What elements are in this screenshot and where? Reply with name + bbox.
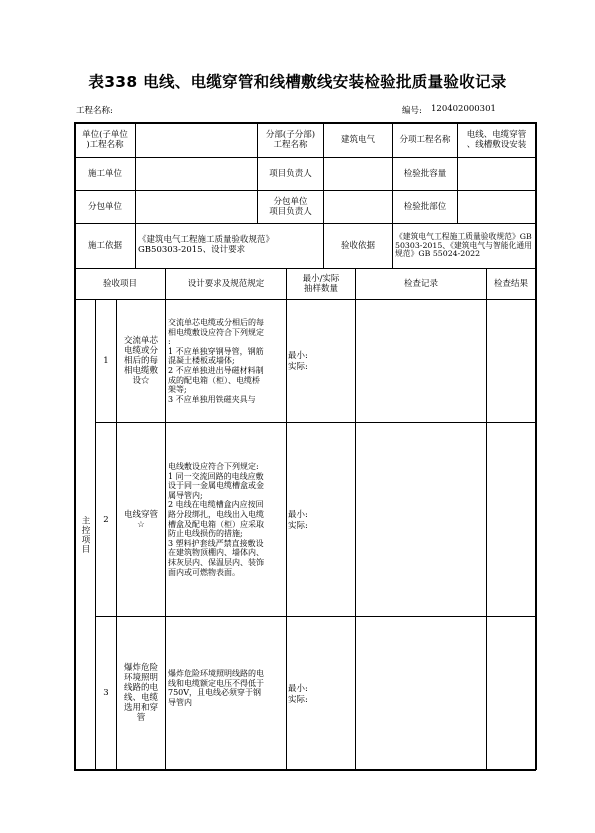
item-2-actual-label: 实际: bbox=[288, 521, 308, 531]
item-1-record[interactable] bbox=[356, 300, 486, 422]
item-1-no: 1 bbox=[103, 356, 109, 366]
item-2-record[interactable] bbox=[356, 423, 486, 616]
col-item-header: 验收项目 bbox=[102, 279, 137, 289]
contractor-value[interactable] bbox=[136, 158, 257, 190]
item-3-name: 爆炸危险 环境照明 线路的电 线、电缆 选用和穿 管 bbox=[123, 663, 158, 723]
main-control-group-label bbox=[75, 300, 95, 769]
batch-location-label: 检验批部位 bbox=[403, 202, 447, 212]
group-label-text: 主控项目 bbox=[80, 515, 90, 554]
item-project-label: 分项工程名称 bbox=[399, 135, 451, 145]
project-name-label: 工程名称: bbox=[76, 106, 113, 116]
batch-location-value[interactable] bbox=[458, 191, 535, 223]
item-1-requirement: 交流单芯电缆或分相后的每 相电缆敷设应符合下列规定 : 1 不应单独穿钢导管，钢筋 混凝土楼板或墙体; 2 不应单独进出导磁材料制 成的配电箱（柜）、电缆桥 架等; 3 不应单独用铁磁夹具与 bbox=[168, 318, 264, 404]
unit-project-value[interactable] bbox=[136, 123, 257, 157]
item-3-min-label: 最小: bbox=[288, 684, 308, 694]
unit-project-label: 单位(子单位 )工程名称 bbox=[82, 130, 128, 150]
project-manager-label: 项目负责人 bbox=[269, 169, 312, 179]
contractor-label: 施工单位 bbox=[87, 169, 122, 179]
batch-capacity-label: 检验批容量 bbox=[403, 169, 447, 179]
item-2-name: 电线穿管 ☆ bbox=[123, 509, 158, 530]
item-3-no: 3 bbox=[103, 688, 109, 698]
acceptance-basis-label: 验收依据 bbox=[340, 241, 375, 251]
item-1-result[interactable] bbox=[487, 300, 535, 422]
item-project-value: 电线、电缆穿管 、线槽敷设安装 bbox=[466, 130, 527, 150]
sub-manager-label: 分包单位 项目负责人 bbox=[269, 197, 312, 217]
col-result-header: 检查结果 bbox=[493, 279, 528, 289]
col-requirement-header: 设计要求及规范规定 bbox=[187, 279, 265, 289]
item-2-no: 2 bbox=[103, 514, 109, 525]
item-1-actual-label: 实际: bbox=[288, 362, 308, 372]
sub-manager-value[interactable] bbox=[324, 191, 392, 223]
project-manager-value[interactable] bbox=[324, 158, 392, 190]
subdivision-value: 建筑电气 bbox=[340, 135, 375, 145]
basis-label: 施工依据 bbox=[87, 241, 122, 251]
item-3-actual-label: 实际: bbox=[288, 695, 308, 705]
item-3-result[interactable] bbox=[487, 617, 535, 769]
item-2-result[interactable] bbox=[487, 423, 535, 616]
item-1-min-label: 最小: bbox=[288, 351, 308, 361]
item-2-requirement: 电线敷设应符合下列规定: 1 同一交流回路的电线应敷 设于同一金属电缆槽盒或金 属导管内; 2 电线在电缆槽盒内应按回 路分段绑扎，电线出入电缆 槽盒及配电箱（柜）应采取 防止电线损伤的措施; 3 塑料护套线严禁直接敷设 在建筑物顶棚内、墙体内、 抹灰层内、保温层内、装饰 面内或可燃物表面。 bbox=[168, 462, 264, 577]
item-3-record[interactable] bbox=[356, 617, 486, 769]
item-1-name: 交流单芯 电缆或分 相后的每 相电缆敷 设☆ bbox=[123, 336, 158, 386]
number-label: 编号: bbox=[402, 106, 422, 116]
page-title: 表338 电线、电缆穿管和线槽敷线安装检验批质量验收记录 bbox=[88, 73, 507, 91]
col-sample-header: 最小/实际 抽样数量 bbox=[302, 274, 340, 294]
acceptance-basis-value: 《建筑电气工程施工质量验收规范》GB 50303-2015、《建筑电气与智能化通用规范》GB 55024-2022 bbox=[395, 231, 532, 259]
number-value: 120402000301 bbox=[431, 104, 496, 114]
subcontractor-value[interactable] bbox=[136, 191, 257, 223]
col-record-header: 检查记录 bbox=[403, 279, 438, 289]
batch-capacity-value[interactable] bbox=[458, 158, 535, 190]
basis-value: 《建筑电气工程施工质量验收规范》 GB50303-2015、设计要求 bbox=[138, 235, 275, 255]
subdivision-label: 分部(子分部) 工程名称 bbox=[265, 130, 316, 150]
item-3-requirement: 爆炸危险环境照明线路的电 线和电缆额定电压不得低于 750V，且电线必须穿于钢 导管内 bbox=[168, 669, 264, 707]
item-2-min-label: 最小: bbox=[288, 510, 308, 520]
subcontractor-label: 分包单位 bbox=[87, 202, 122, 212]
